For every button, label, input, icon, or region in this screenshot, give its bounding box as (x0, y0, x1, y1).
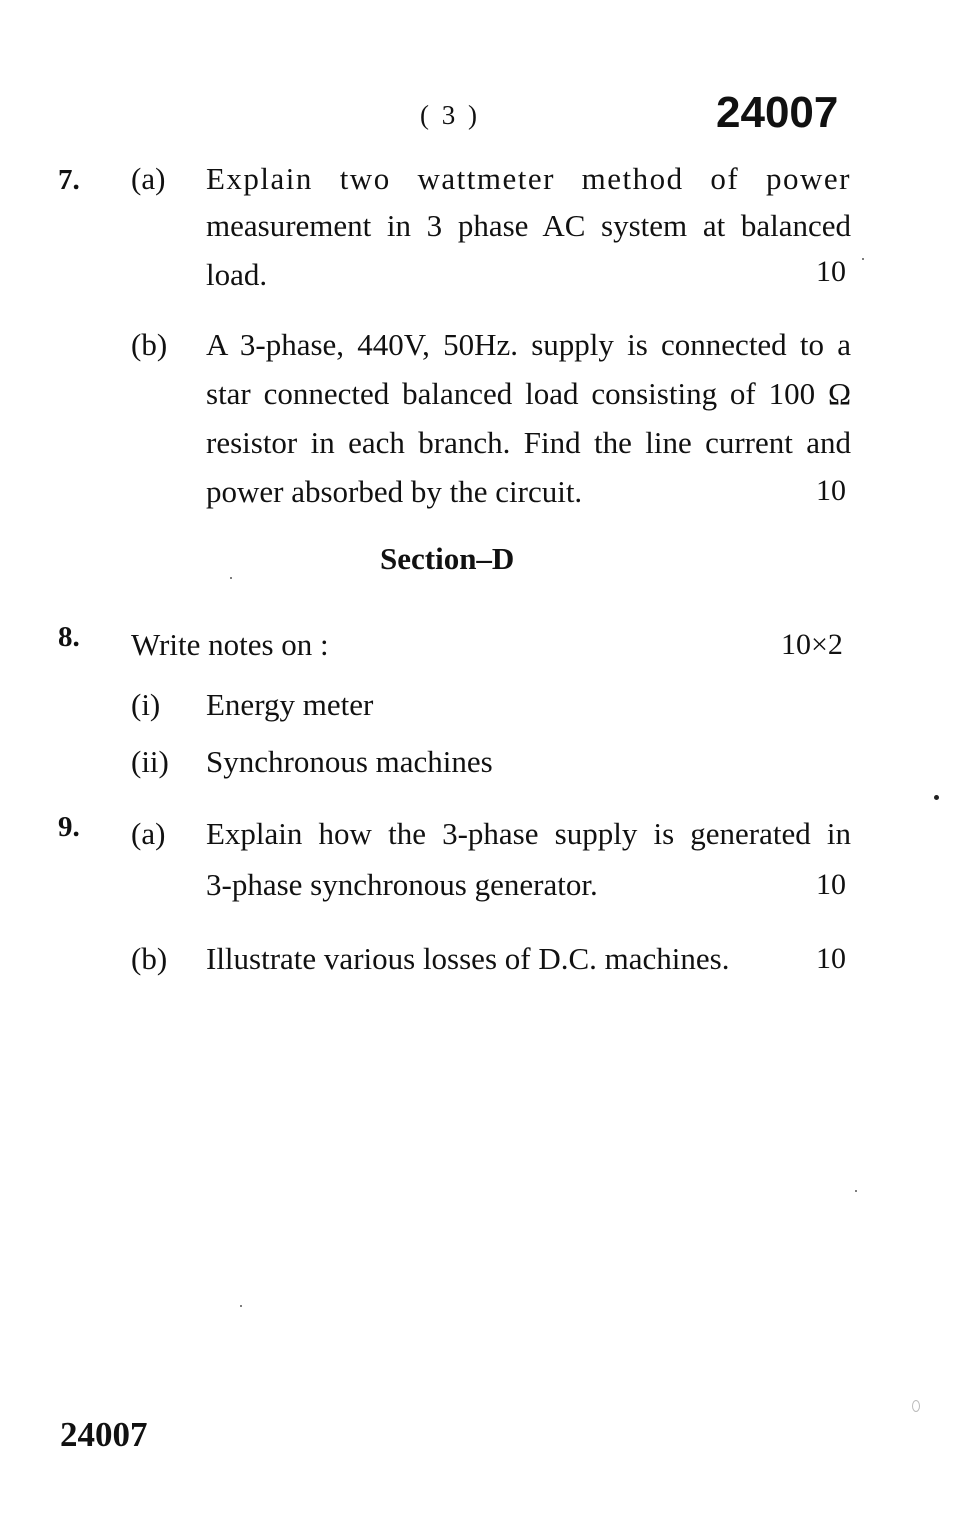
question-7a-line-1: Explain two wattmeter method of power (206, 161, 851, 196)
paper-code-header: 24007 (716, 88, 839, 137)
question-9b-line-1: Illustrate various losses of D.C. machines. (206, 941, 730, 976)
marks-9b: 10 (816, 942, 846, 975)
question-number-7: 7. (58, 164, 80, 196)
question-7b-line-3: resistor in each branch. Find the line current and (206, 425, 851, 460)
item-8-i: Energy meter (206, 687, 374, 722)
marks-9a: 10 (816, 868, 846, 901)
question-8-text: Write notes on : (131, 627, 329, 662)
question-number-8: 8. (58, 621, 80, 653)
part-label-9b: (b) (131, 941, 168, 976)
question-9a-line-1: Explain how the 3-phase supply is generated in (206, 816, 851, 851)
marks-7b: 10 (816, 474, 846, 507)
part-label-9a: (a) (131, 816, 166, 851)
item-label-8-ii: (ii) (131, 744, 169, 779)
item-8-ii: Synchronous machines (206, 744, 493, 779)
marks-8: 10×2 (781, 628, 843, 661)
page-number: ( 3 ) (420, 100, 480, 130)
question-7a-line-3: load. (206, 257, 268, 292)
scan-speck (855, 1190, 857, 1192)
scan-speck (240, 1305, 242, 1307)
scan-speck (934, 795, 939, 800)
scan-speck (230, 577, 232, 579)
scan-speck (862, 258, 864, 260)
item-label-8-i: (i) (131, 687, 161, 722)
question-7b-line-1: A 3-phase, 440V, 50Hz. supply is connected to a (206, 327, 851, 362)
question-7b-line-2: star connected balanced load consisting of 100 Ω (206, 376, 851, 411)
part-label-7b: (b) (131, 327, 168, 362)
question-9a-line-2: 3-phase synchronous generator. (206, 867, 598, 902)
question-7b-line-4: power absorbed by the circuit. (206, 474, 583, 509)
section-heading: Section–D (380, 541, 515, 576)
marks-7a: 10 (816, 255, 846, 288)
question-7a-line-2: measurement in 3 phase AC system at balanced (206, 208, 851, 243)
paper-code-footer: 24007 (60, 1415, 148, 1454)
question-number-9: 9. (58, 811, 80, 843)
scan-speck (912, 1400, 920, 1412)
part-label-7a: (a) (131, 161, 166, 196)
